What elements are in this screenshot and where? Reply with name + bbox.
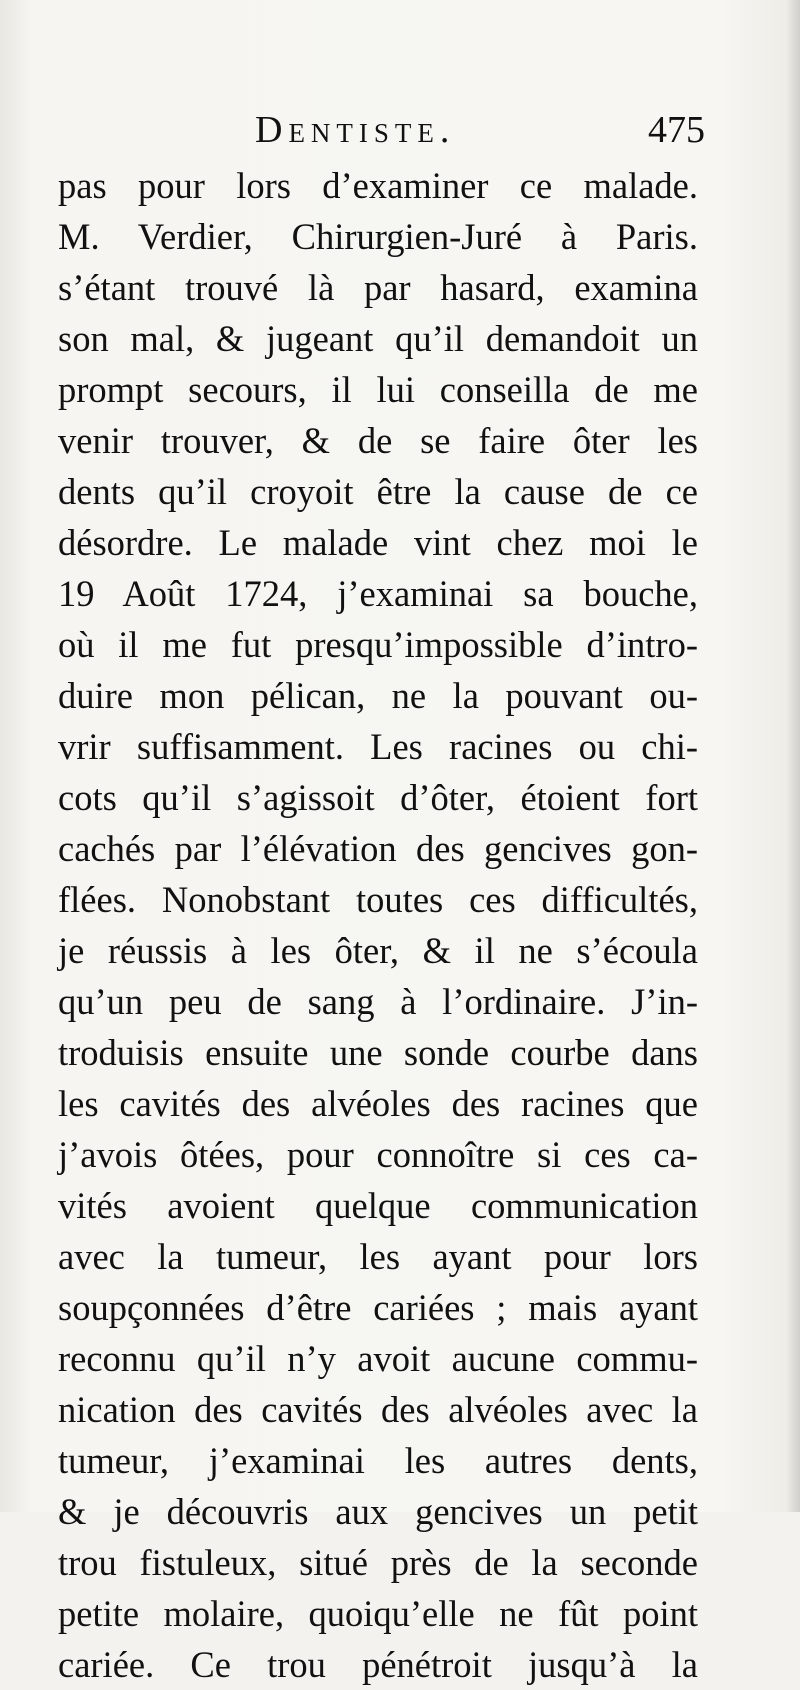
text-line: prompt secours, il lui conseilla de me	[58, 369, 698, 410]
text-line: soupçonnées d’être cariées ; mais ayant	[58, 1287, 698, 1328]
text-line: troduisis ensuite une sonde courbe dans	[58, 1032, 698, 1073]
text-line: vités avoient quelque communication	[58, 1185, 698, 1226]
text-line: les cavités des alvéoles des racines que	[58, 1083, 698, 1124]
text-line: je réussis à les ôter, & il ne s’écoula	[58, 930, 698, 971]
text-line: cots qu’il s’agissoit d’ôter, étoient fort	[58, 777, 698, 818]
text-line: venir trouver, & de se faire ôter les	[58, 420, 698, 461]
page-edge-shadow	[786, 0, 800, 1512]
text-line: avec la tumeur, les ayant pour lors	[58, 1236, 698, 1277]
text-line: M. Verdier, Chirurgien-Juré à Paris.	[58, 216, 698, 257]
text-line: & je découvris aux gencives un petit	[58, 1491, 698, 1532]
text-line: tumeur, j’examinai les autres dents,	[58, 1440, 698, 1481]
text-line: reconnu qu’il n’y avoit aucune commu-	[58, 1338, 698, 1379]
text-line: flées. Nonobstant toutes ces difficultés,	[58, 879, 698, 920]
text-line: qu’un peu de sang à l’ordinaire. J’in-	[58, 981, 698, 1022]
text-line: dents qu’il croyoit être la cause de ce	[58, 471, 698, 512]
text-line: trou fistuleux, situé près de la seconde	[58, 1542, 698, 1583]
body-text	[58, 160, 698, 1690]
text-line: cachés par l’élévation des gencives gon-	[58, 828, 698, 869]
text-line: pas pour lors d’examiner ce malade.	[58, 165, 698, 206]
page-header	[255, 100, 705, 160]
text-line: désordre. Le malade vint chez moi le	[58, 522, 698, 563]
text-line: son mal, & jugeant qu’il demandoit un	[58, 318, 698, 359]
text-line: duire mon pélican, ne la pouvant ou-	[58, 675, 698, 716]
text-line: j’avois ôtées, pour connoître si ces ca-	[58, 1134, 698, 1175]
text-line: cariée. Ce trou pénétroit jusqu’à la	[58, 1644, 698, 1685]
text-line: petite molaire, quoiqu’elle ne fût point	[58, 1593, 698, 1634]
page-number: 475	[648, 109, 705, 151]
running-title: Dentiste.	[255, 109, 456, 151]
text-line: où il me fut presqu’impossible d’intro-	[58, 624, 698, 665]
text-line: nication des cavités des alvéoles avec la	[58, 1389, 698, 1430]
text-line: vrir suffisamment. Les racines ou chi-	[58, 726, 698, 767]
text-line: 19 Août 1724, j’examinai sa bouche,	[58, 573, 698, 614]
text-line: s’étant trouvé là par hasard, examina	[58, 267, 698, 308]
